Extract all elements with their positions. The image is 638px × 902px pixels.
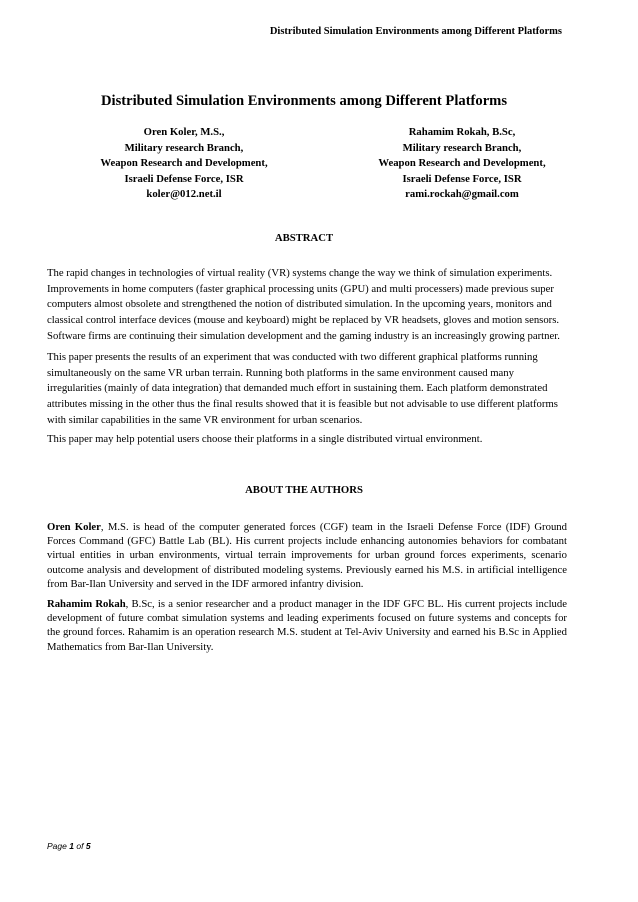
paper-title: Distributed Simulation Environments among Different Platforms <box>100 93 508 109</box>
author-email: koler@012.net.il <box>146 188 222 200</box>
abstract-heading: ABSTRACT <box>274 232 334 244</box>
bio-koler <box>47 520 567 591</box>
author-affiliation: Weapon Research and Development, <box>378 157 546 169</box>
about-authors-heading: ABOUT THE AUTHORS <box>245 484 363 496</box>
author-name: Rahamim Rokah, B.Sc, <box>408 126 516 138</box>
author-block-rokah <box>342 125 582 203</box>
total-pages: 5 <box>85 841 91 851</box>
author-name: Oren Koler, M.S., <box>143 126 225 138</box>
of-word: of <box>76 841 84 851</box>
author-affiliation: Israeli Defense Force, ISR <box>124 172 244 185</box>
author-email: rami.rockah@gmail.com <box>405 188 519 200</box>
author-affiliation: Israeli Defense Force, ISR <box>402 172 522 185</box>
author-affiliation: Military research Branch, <box>124 141 244 154</box>
author-affiliation: Military research Branch, <box>402 141 522 154</box>
bio-rokah <box>47 597 567 654</box>
page-number: 1 <box>69 841 74 851</box>
abstract-paragraph-3: This paper may help potential users choose their platforms in a single distributed virtual environment. <box>47 433 483 445</box>
author-affiliation: Weapon Research and Development, <box>100 157 268 169</box>
author-block-koler <box>64 125 304 203</box>
bio-name: Oren Koler <box>47 521 101 533</box>
running-header: Distributed Simulation Environments among Different Platforms <box>269 26 562 37</box>
bio-text: , M.S. is head of the computer generated forces (CGF) team in the Israeli Defense Force (IDF) Ground Forces Command (GFC) Battle Lab (BL). His current projects include enhancing autonomies behaviors for combatant virtual entities in urban environments, virtual terrain improvements for urban ground forces experiments, scenario outcome analysis and development of distributed modeling systems. Previously earned his M.S. in artificial intelligence from Bar-Ilan University and served in the IDF armored infantry division. <box>47 521 567 590</box>
page-word: Page <box>47 841 67 851</box>
abstract-paragraph-1: The rapid changes in technologies of virtual reality (VR) systems change the way we think of simulation experiments. Improvements in home computers (faster graphical processing units (GPU) and multi processers) made previous super computers almost obsolete and strengthened the notion of distributed simulation. In the upcoming years, monitors and classical control interface devices (mouse and keyboard) might be replaced by VR headsets, gloves and motion sensors. Software firms are continuing their simulation development and the gaming industry is an increasingly growing partner. <box>47 267 560 342</box>
abstract-paragraph-2: This paper presents the results of an experiment that was conducted with two different graphical platforms running simultaneously on the same VR urban terrain. Running both platforms in the same environment caused many irregularities (mainly of data integration) that demanded much effort in sustaining them. Each platform demonstrated attributes missing in the other thus the final results showed that it is feasible but not advisable to use different platforms with similar capabilities in the same VR environment for urban scenarios. <box>47 351 558 426</box>
bio-text: , B.Sc, is a senior researcher and a product manager in the IDF GFC BL. His current projects include development of future combat simulation systems and leading experiments focused on future systems and concepts for the ground forces. Rahamim is an operation research M.S. student at Tel-Aviv University and earned his B.Sc in Applied Mathematics from Bar-Ilan University. <box>47 598 567 653</box>
page-footer <box>47 841 91 851</box>
bio-name: Rahamim Rokah <box>47 598 126 610</box>
